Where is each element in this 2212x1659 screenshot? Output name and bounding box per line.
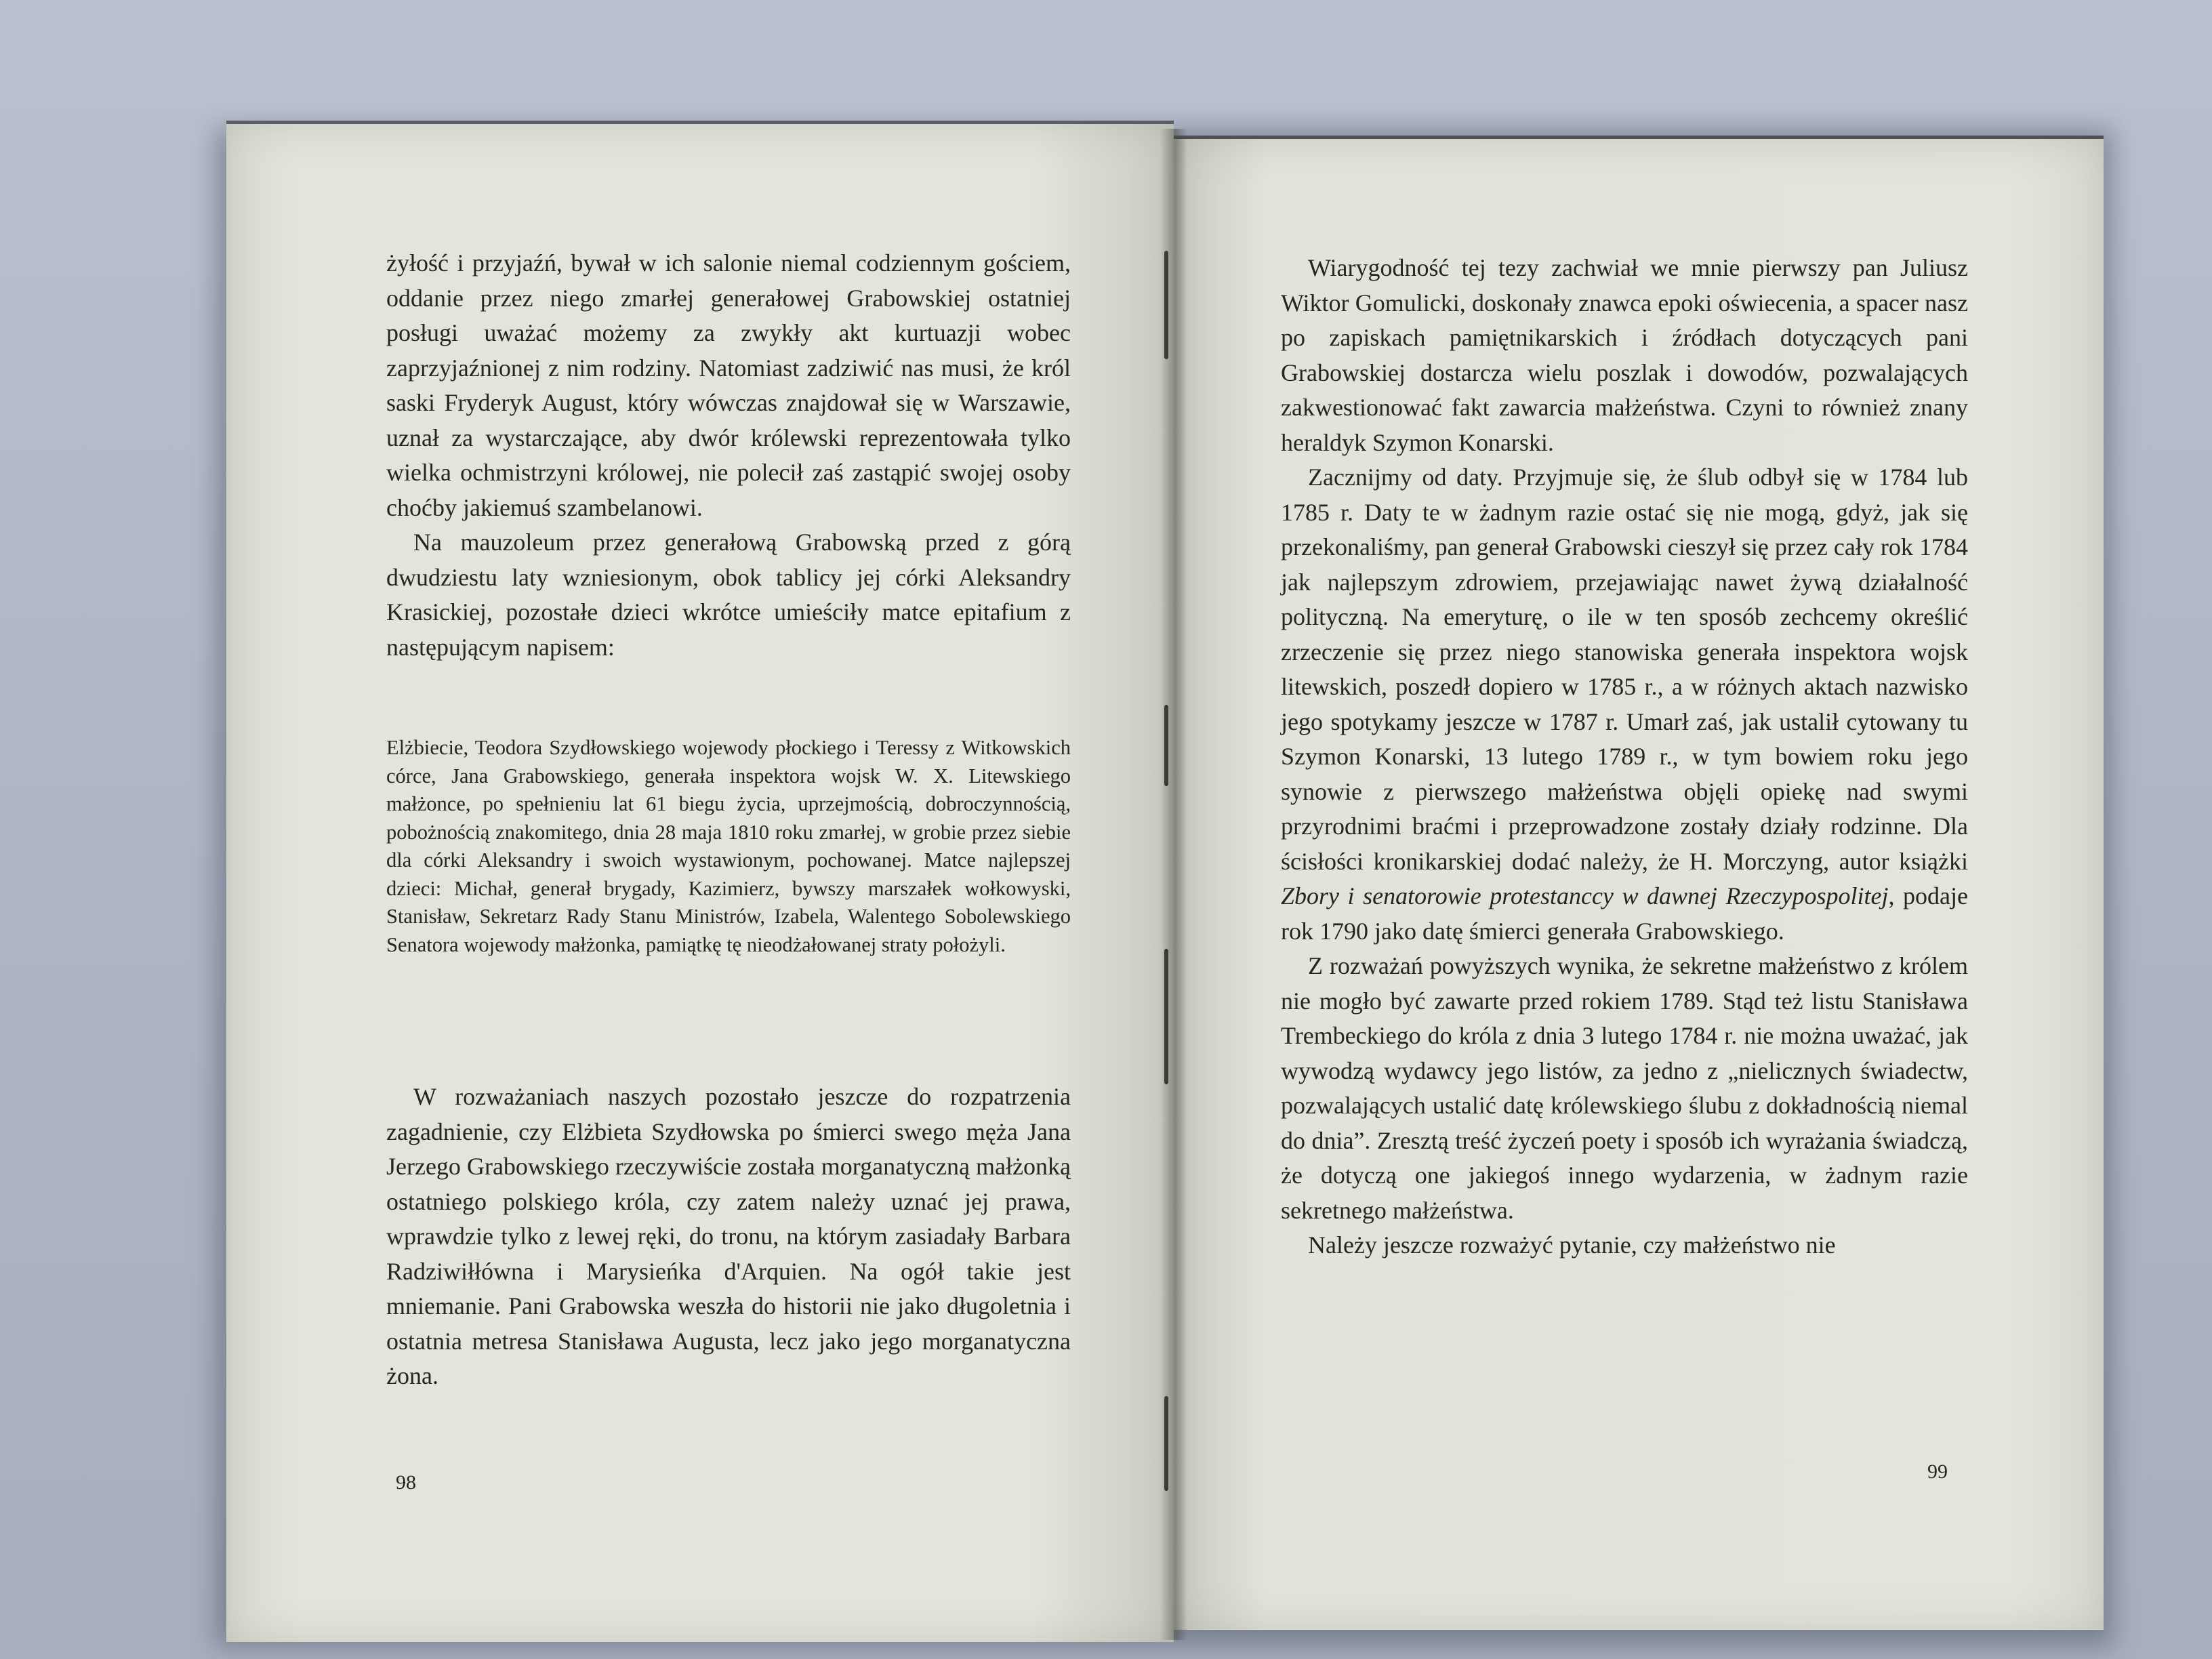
page-number-left: 98 [396, 1471, 416, 1494]
left-text-bottom [386, 1080, 1071, 1394]
binding-stitch [1164, 1396, 1168, 1491]
right-text [1281, 251, 1968, 1263]
binding-stitch [1164, 949, 1168, 1084]
right-paragraph-2-start: Zacznijmy od daty. Przyjmuje się, że ślub odbył się w 1784 lub 1785 r. Daty te w żadnym razie ostać się nie mogą, gdyż, jak się przekonaliśmy, pan generał Grabowski cieszył się przez cały rok 1784 jak najlepszym zdrowiem, przejawiając nawet żywą działalność polityczną. Na emeryturę, o ile w ten sposób zechcemy określić zrzeczenie się przez niego stanowiska generała inspektora wojsk litewskich, poszedł dopiero w 1785 r., a w różnych aktach nazwisko jego spotykamy jeszcze w 1787 r. Umarł zaś, jak ustalił cytowany tu Szymon Konarski, 13 lutego 1789 r., w tym bowiem roku jego synowie z pierwszego małżeństwa objęli opiekę nad swymi przyrodnimi braćmi i przeprowadzone zostały działy rodzinne. Dla ścisłości kronikarskiej dodać należy, że H. Morczyng, autor książki [1281, 464, 1968, 875]
binding-stitch [1164, 251, 1168, 359]
right-paragraph-1: Wiarygodność tej tezy zachwiał we mnie pierwszy pan Juliusz Wiktor Gomulicki, doskonały znawca epoki oświecenia, a spacer nasz po zapiskach pamiętnikarskich i źródłach dotyczących pani Grabowskiej dostarcza wielu poszlak i dowodów, pozwalających zakwestionować fakt zawarcia małżeństwa. Czyni to również znany heraldyk Szymon Konarski. [1281, 254, 1968, 456]
left-text-top [386, 246, 1071, 665]
right-paragraph-3: Z rozważań powyższych wynika, że sekretne małżeństwo z królem nie mogło być zawarte przed rokiem 1789. Stąd też listu Stanisława Trembeckiego do króla z dnia 3 lutego 1784 r. nie można uważać, jak wywodzą wydawcy jego listów, za jedno z „nielicznych świadectw, pozwalających ustalić datę królewskiego ślubu z dokładnością niemal do dnia”. Zresztą treść życzeń poety i sposób ich wyrażania świadczą, że dotyczą one jakiegoś innego wydarzenia, w żadnym razie sekretnego małżeństwa. [1281, 952, 1968, 1224]
binding-stitch [1164, 705, 1168, 786]
right-paragraph-2 [1281, 460, 1968, 949]
right-paragraph-4: Należy jeszcze rozważyć pytanie, czy małżeństwo nie [1308, 1231, 1836, 1258]
left-paragraph-1: żyłość i przyjaźń, bywał w ich salonie niemal codziennym gościem, oddanie przez niego zmarłej generałowej Grabowskiej ostatniej posługi uważać możemy za zwykły akt kurtuazji wobec zaprzyjaźnionej z nim rodziny. Natomiast zadziwić nas musi, że król saski Fryderyk August, który wówczas znajdował się w Warszawie, uznał za wystarczające, aby dwór królewski reprezentowała tylko wielka ochmistrzyni królowej, nie polecił zaś zastąpić swojej osoby choćby jakiemuś szambelanowi. [386, 249, 1071, 521]
book-title: Zbory i senatorowie protestanccy w dawnej Rzeczypospolitej [1281, 882, 1889, 909]
epitaph-quote: Elżbiecie, Teodora Szydłowskiego wojewody płockiego i Teressy z Witkowskich córce, Jana Grabowskiego, generała inspektora wojsk W. X. Litewskiego małżonce, po spełnieniu lat 61 biegu życia, uprzejmością, dobroczynnością, pobożnością znakomitego, dnia 28 maja 1810 roku zmarłej, w grobie przez siebie dla córki Aleksandry i swoich wystawionym, pochowanej. Matce najlepszej dzieci: Michał, generał brygady, Kazimierz, bywszy marszałek wołkowyski, Stanisław, Sekretarz Rady Stanu Ministrów, Izabela, Walentego Sobolewskiego Senatora wojewody małżonka, pamiątkę tę nieodżałowanej straty położyli. [386, 736, 1071, 956]
page-number-right: 99 [1927, 1460, 1948, 1483]
left-paragraph-2: Na mauzoleum przez generałową Grabowską przed z górą dwudziestu laty wzniesionym, obok tablicy jej córki Aleksandry Krasickiej, pozostałe dzieci wkrótce umieściły matce epitafium z następującym napisem: [386, 529, 1071, 661]
right-paragraph-2-end: , podaje rok 1790 jako datę śmierci generała Grabowskiego. [1281, 882, 1968, 945]
right-page [1174, 136, 2104, 1630]
left-paragraph-3: W rozważaniach naszych pozostało jeszcze do rozpatrzenia zagadnienie, czy Elżbieta Szydłowska po śmierci swego męża Jana Jerzego Grabowskiego rzeczywiście została morganatyczną małżonką ostatniego polskiego króla, czy zatem należy uznać jej prawa, wprawdzie tylko z lewej ręki, do tronu, na którym zasiadały Barbara Radziwiłłówna i Marysieńka d'Arquien. Na ogół takie jest mniemanie. Pani Grabowska weszła do historii nie jako długoletnia i ostatnia metresa Stanisława Augusta, lecz jako jego morganatyczna żona. [386, 1083, 1071, 1389]
left-page [226, 121, 1174, 1642]
